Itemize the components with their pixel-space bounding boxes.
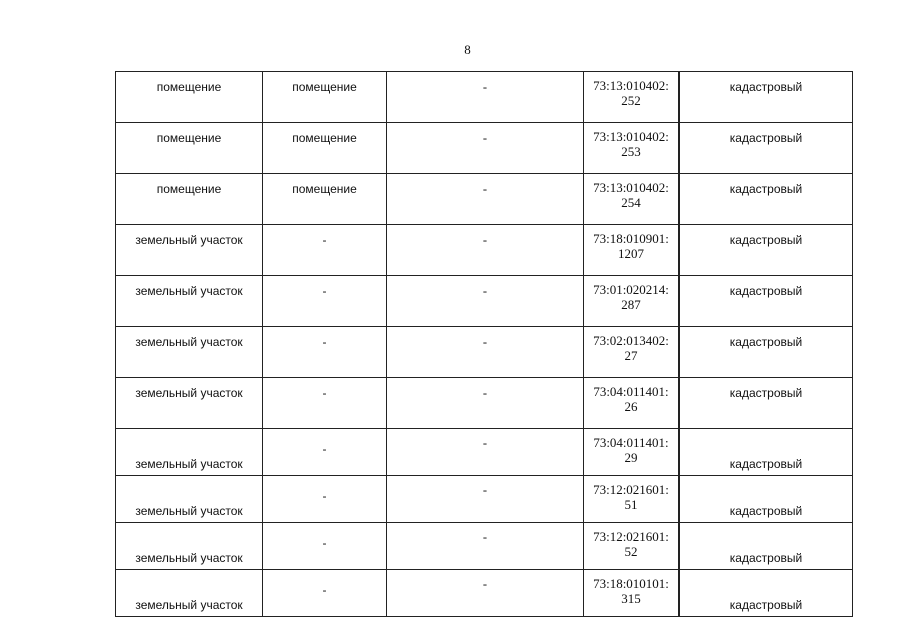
extra-cell xyxy=(387,570,584,617)
table-row xyxy=(116,570,853,617)
object-type-cell: помещение xyxy=(116,174,263,225)
number-kind-cell: кадастровый xyxy=(679,570,853,617)
object-name-cell: помещение xyxy=(263,72,387,123)
extra-cell: - xyxy=(387,327,584,378)
object-type-cell: земельный участок xyxy=(116,378,263,429)
cadastral-number-line1: 73:12:021601: xyxy=(593,529,669,544)
extra-cell: - xyxy=(387,72,584,123)
extra-cell: - xyxy=(387,174,584,225)
cadastral-number-line1: 73:13:010402: xyxy=(593,180,669,195)
cadastral-number-cell xyxy=(584,276,680,327)
object-name-cell: - xyxy=(263,327,387,378)
number-kind-cell: кадастровый xyxy=(679,327,853,378)
table-row xyxy=(116,523,853,570)
cadastral-number-line1: 73:18:010901: xyxy=(593,231,669,246)
cadastral-number-line2: 26 xyxy=(624,399,638,414)
table-row xyxy=(116,476,853,523)
object-type-cell: помещение xyxy=(116,123,263,174)
object-type-cell: земельный участок xyxy=(116,225,263,276)
number-kind-cell: кадастровый xyxy=(679,378,853,429)
object-name-value: - xyxy=(322,536,327,550)
extra-cell: - xyxy=(387,123,584,174)
object-type-cell: земельный участок xyxy=(116,276,263,327)
cadastral-number-cell xyxy=(584,72,680,123)
table-row xyxy=(116,123,853,174)
object-name-cell: - xyxy=(263,225,387,276)
cadastral-number-cell xyxy=(584,327,680,378)
cadastral-number-line2: 1207 xyxy=(618,246,644,261)
object-name-value: - xyxy=(322,489,327,503)
cadastral-number-cell xyxy=(584,123,680,174)
table-row xyxy=(116,174,853,225)
object-name-value: - xyxy=(322,442,327,456)
number-kind-cell: кадастровый xyxy=(679,523,853,570)
cadastral-number-cell xyxy=(584,429,680,476)
cadastral-number-cell xyxy=(584,174,680,225)
cadastral-number-line2: 252 xyxy=(621,93,641,108)
registry-table xyxy=(115,71,853,617)
table-row xyxy=(116,72,853,123)
extra-cell xyxy=(387,523,584,570)
object-name-cell xyxy=(263,476,387,523)
object-type-cell: земельный участок xyxy=(116,429,263,476)
extra-cell: - xyxy=(387,378,584,429)
extra-value: - xyxy=(482,530,488,544)
cadastral-number-line1: 73:04:011401: xyxy=(593,384,669,399)
object-type-cell: земельный участок xyxy=(116,476,263,523)
cadastral-number-line2: 287 xyxy=(621,297,641,312)
cadastral-number-cell xyxy=(584,378,680,429)
object-name-cell: - xyxy=(263,276,387,327)
page-number: 8 xyxy=(464,42,471,57)
object-name-cell xyxy=(263,429,387,476)
table-row xyxy=(116,429,853,476)
extra-cell: - xyxy=(387,225,584,276)
cadastral-number-line2: 254 xyxy=(621,195,641,210)
cadastral-number-line1: 73:02:013402: xyxy=(593,333,669,348)
table-row xyxy=(116,327,853,378)
extra-cell xyxy=(387,429,584,476)
object-type-cell: помещение xyxy=(116,72,263,123)
number-kind-cell: кадастровый xyxy=(679,123,853,174)
extra-cell xyxy=(387,476,584,523)
object-type-cell: земельный участок xyxy=(116,327,263,378)
object-name-cell: - xyxy=(263,378,387,429)
object-type-cell: земельный участок xyxy=(116,570,263,617)
cadastral-number-line2: 27 xyxy=(624,348,638,363)
cadastral-number-line1: 73:01:020214: xyxy=(593,282,669,297)
cadastral-number-line1: 73:13:010402: xyxy=(593,78,669,93)
extra-value: - xyxy=(482,577,488,591)
extra-value: - xyxy=(482,436,488,450)
number-kind-cell: кадастровый xyxy=(679,72,853,123)
number-kind-cell: кадастровый xyxy=(679,429,853,476)
number-kind-cell: кадастровый xyxy=(679,476,853,523)
cadastral-number-line2: 253 xyxy=(621,144,641,159)
table-row xyxy=(116,225,853,276)
object-name-value: - xyxy=(322,583,327,597)
cadastral-number-cell xyxy=(584,476,680,523)
number-kind-cell: кадастровый xyxy=(679,276,853,327)
number-kind-cell: кадастровый xyxy=(679,174,853,225)
number-kind-cell: кадастровый xyxy=(679,225,853,276)
object-name-cell xyxy=(263,523,387,570)
cadastral-number-line1: 73:13:010402: xyxy=(593,129,669,144)
cadastral-number-cell xyxy=(584,225,680,276)
cadastral-number-line2: 52 xyxy=(624,544,638,559)
cadastral-number-line1: 73:12:021601: xyxy=(593,482,669,497)
object-type-cell: земельный участок xyxy=(116,523,263,570)
cadastral-number-line1: 73:04:011401: xyxy=(593,435,669,450)
cadastral-number-cell xyxy=(584,570,680,617)
cadastral-number-line1: 73:18:010101: xyxy=(593,576,669,591)
table-row xyxy=(116,276,853,327)
object-name-cell: помещение xyxy=(263,123,387,174)
cadastral-number-line2: 29 xyxy=(624,450,638,465)
object-name-cell: помещение xyxy=(263,174,387,225)
extra-cell: - xyxy=(387,276,584,327)
extra-value: - xyxy=(482,483,488,497)
object-name-cell xyxy=(263,570,387,617)
cadastral-number-line2: 51 xyxy=(624,497,638,512)
table-row xyxy=(116,378,853,429)
cadastral-number-cell xyxy=(584,523,680,570)
cadastral-number-line2: 315 xyxy=(621,591,641,606)
